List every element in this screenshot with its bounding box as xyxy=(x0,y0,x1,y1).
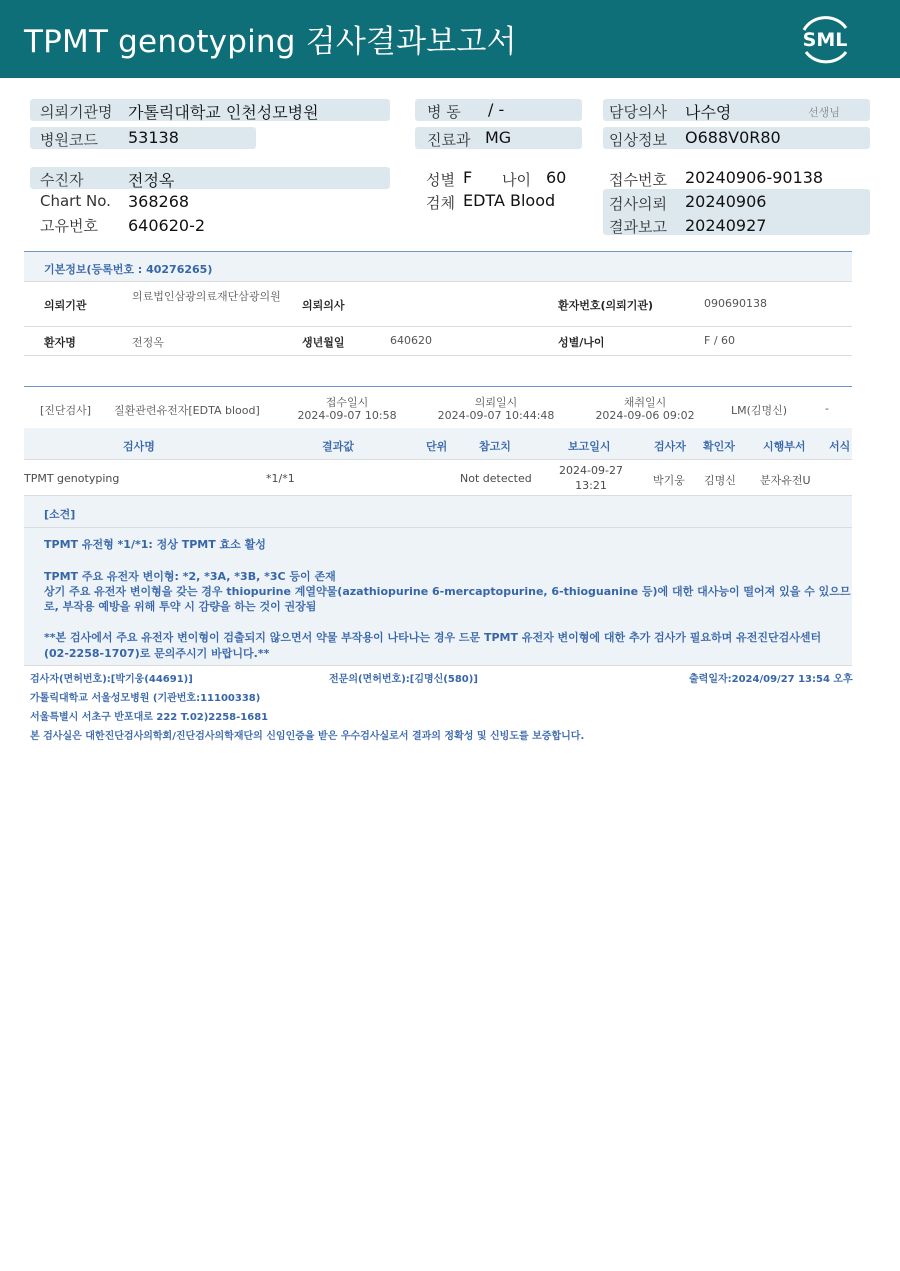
diag-dash: - xyxy=(825,402,829,415)
diag-type: [진단검사] xyxy=(40,404,92,417)
comment-title-band xyxy=(24,496,852,527)
request-label: 검사의뢰 xyxy=(609,195,667,213)
footer-printed: 출력일자:2024/09/27 13:54 오후 xyxy=(689,674,853,685)
uid-label: 고유번호 xyxy=(40,217,98,235)
chart-value: 368268 xyxy=(128,192,190,211)
sex-value: F xyxy=(463,168,473,187)
th-test: 검사명 xyxy=(123,440,155,453)
row-result: *1/*1 xyxy=(266,472,295,485)
diag-receipt-label: 접수일시 xyxy=(325,396,369,409)
row-ref: Not detected xyxy=(460,472,532,485)
report-value: 20240927 xyxy=(685,216,767,235)
comment-title: [소견] xyxy=(44,508,76,521)
row-report-date: 2024-09-27 xyxy=(559,464,623,477)
comment-line-3: 상기 주요 유전자 변이형을 갖는 경우 thiopurine 계열약물(azathiopurine 6-mercaptopurine, 6-thioguanine 등)에 대한 대사능이 떨어져 있을 수 있으므 xyxy=(44,585,851,598)
report-label: 결과보고 xyxy=(609,218,667,236)
th-ref: 참고치 xyxy=(479,440,511,453)
comment-line-5: **본 검사에서 주요 유전자 변이형이 검출되지 않으면서 약물 부작용이 나타나는 경우 드문 TPMT 유전자 변이형에 대한 추가 검사가 필요하며 유전진단검사센터 xyxy=(44,631,822,644)
patient-value: 전정옥 xyxy=(128,171,175,190)
th-report-date: 보고일시 xyxy=(568,440,611,453)
comment-line-1: TPMT 유전형 *1/*1: 정상 TPMT 효소 활성 xyxy=(44,538,266,551)
diag-top-line xyxy=(24,386,852,387)
req-inst-value: 가톨릭대학교 인천성모병원 xyxy=(128,103,319,122)
footer-cert: 본 검사실은 대한진단검사의학회/진단검사의학재단의 신임인증을 받은 우수검사실로서 결과의 정확성 및 신빙도를 보증합니다. xyxy=(30,731,585,742)
diag-receipt-value: 2024-09-07 10:58 xyxy=(297,409,397,422)
row-checker: 김명신 xyxy=(704,474,736,487)
doctor-label: 담당의사 xyxy=(609,103,667,121)
th-result: 결과값 xyxy=(322,440,354,453)
patient-label: 수진자 xyxy=(40,171,84,189)
request-value: 20240906 xyxy=(685,192,767,211)
org-label: 의뢰기관 xyxy=(44,299,87,312)
ward-value: / - xyxy=(488,100,505,119)
patno-value: 090690138 xyxy=(704,297,767,310)
diag-request-label: 의뢰일시 xyxy=(474,396,518,409)
basic-line-3 xyxy=(24,355,852,356)
diag-collect-label: 채취일시 xyxy=(623,396,667,409)
results-header-line xyxy=(24,459,852,460)
dob-value: 640620 xyxy=(390,334,432,347)
hosp-code-value: 53138 xyxy=(128,128,179,147)
age-label: 나이 xyxy=(502,171,531,189)
th-form: 서식 xyxy=(829,440,851,453)
name-value: 전정옥 xyxy=(132,336,164,349)
diag-request-value: 2024-09-07 10:44:48 xyxy=(437,409,555,422)
basic-line-1 xyxy=(24,281,852,282)
footer-specialist: 전문의(면허번호):[김명신(580)] xyxy=(329,674,478,685)
row-dept: 분자유전U xyxy=(760,474,811,487)
clinical-label: 임상정보 xyxy=(609,131,667,149)
sml-logo xyxy=(796,12,854,66)
req-doctor-label: 의뢰의사 xyxy=(302,299,345,312)
req-inst-label: 의뢰기관명 xyxy=(40,103,113,121)
basic-line-2 xyxy=(24,326,852,327)
comment-line-4: 로, 부작용 예방을 위해 투약 시 감량을 하는 것이 권장됨 xyxy=(44,600,317,613)
sex-label: 성별 xyxy=(426,171,455,189)
footer-hospital: 가톨릭대학교 서울성모병원 (기관번호:11100338) xyxy=(30,693,261,704)
doctor-value: 나수영 xyxy=(685,103,732,122)
sexage-label: 성별/나이 xyxy=(558,336,605,349)
dept-value: MG xyxy=(485,128,512,147)
dept-label: 진료과 xyxy=(427,131,471,149)
specimen-value: EDTA Blood xyxy=(463,191,556,210)
comment-line-2: TPMT 주요 유전자 변이형: *2, *3A, *3B, *3C 등이 존재 xyxy=(44,570,336,583)
footer-tester: 검사자(면허번호):[박기웅(44691)] xyxy=(30,674,193,685)
patient-pill xyxy=(30,167,390,189)
diag-lm: LM(김명신) xyxy=(731,404,788,417)
org-value: 의료법인삼광의료재단삼광의원 xyxy=(132,290,281,303)
row-tester: 박기웅 xyxy=(653,474,685,487)
ward-label: 병 동 xyxy=(427,103,461,121)
basic-section-title: 기본정보(등록번호 : 40276265) xyxy=(44,263,213,276)
th-checker: 확인자 xyxy=(703,440,735,453)
comment-line-6: (02-2258-1707)로 문의주시기 바랍니다.** xyxy=(44,647,270,660)
comment-bottom-line xyxy=(24,665,852,666)
receipt-label: 접수번호 xyxy=(609,171,667,189)
row-test: TPMT genotyping xyxy=(24,472,120,485)
specimen-label: 검체 xyxy=(426,194,455,212)
diag-collect-value: 2024-09-06 09:02 xyxy=(595,409,695,422)
report-title: TPMT genotyping 검사결과보고서 xyxy=(24,24,517,60)
report-header xyxy=(0,0,900,78)
footer-address: 서울특별시 서초구 반포대로 222 T.02)2258-1681 xyxy=(30,712,269,723)
hosp-code-label: 병원코드 xyxy=(40,131,98,149)
sexage-value: F / 60 xyxy=(704,334,736,347)
uid-value: 640620-2 xyxy=(128,216,206,235)
receipt-value: 20240906-90138 xyxy=(685,168,824,187)
dob-label: 생년월일 xyxy=(302,336,345,349)
age-value: 60 xyxy=(546,168,567,187)
patno-label: 환자번호(의뢰기관) xyxy=(558,299,654,312)
name-label: 환자명 xyxy=(44,336,76,349)
clinical-value: O688V0R80 xyxy=(685,128,781,147)
doctor-suffix: 선생님 xyxy=(808,106,840,119)
th-tester: 검사자 xyxy=(654,440,686,453)
diag-test-name: 질환관련유전자[EDTA blood] xyxy=(114,404,260,417)
th-unit: 단위 xyxy=(426,440,448,453)
chart-label: Chart No. xyxy=(40,192,111,210)
logo-text: SML xyxy=(802,29,848,51)
th-dept: 시행부서 xyxy=(763,440,806,453)
row-report-time: 13:21 xyxy=(575,479,607,492)
